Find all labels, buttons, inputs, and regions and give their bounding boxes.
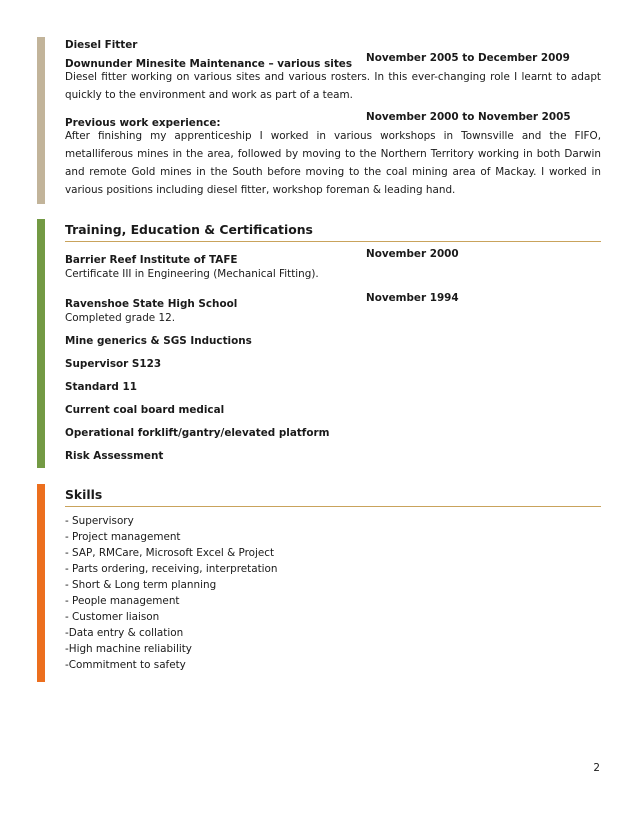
skill-item: -High machine reliability — [65, 643, 192, 655]
skill-item: - Supervisory — [65, 515, 134, 527]
school-date: November 1994 — [366, 292, 459, 304]
employer-description: Diesel fitter working on various sites and various rosters. In this ever-changing role I learnt to adapt quickly to the environment and work as part of a team. — [65, 71, 601, 101]
training-section — [65, 222, 601, 473]
role-title: Diesel Fitter — [65, 39, 138, 51]
certification-item: Supervisor S123 — [65, 358, 162, 370]
skills-heading-rule — [65, 506, 601, 507]
skills-heading: Skills — [65, 487, 103, 502]
tafe-row — [65, 248, 601, 266]
school-row — [65, 292, 601, 310]
certification-item: Standard 11 — [65, 381, 137, 393]
skills-section — [65, 487, 601, 673]
skill-item: - Parts ordering, receiving, interpretation — [65, 563, 278, 575]
skill-item: -Data entry & collation — [65, 627, 184, 639]
previous-experience-description: After finishing my apprenticeship I worked in various workshops in Townsville and the FIFO, metalliferous mines in the area, followed by moving to the Northern Territory working in both Darwin and remote Gold mines in the South before moving to the coal mining area of Mackay. I worked in various positions including diesel fitter, workshop foreman & leading hand. — [65, 130, 601, 196]
certification-item: Operational forklift/gantry/elevated platform — [65, 427, 330, 439]
page-number: 2 — [593, 762, 600, 774]
skill-item: - People management — [65, 595, 180, 607]
employer-row — [65, 52, 601, 70]
school-name: Ravenshoe State High School — [65, 298, 238, 310]
certifications-list — [65, 335, 601, 473]
certification-item: Risk Assessment — [65, 450, 164, 462]
employer-name: Downunder Minesite Maintenance – various sites — [65, 58, 353, 70]
skill-item: - Customer liaison — [65, 611, 160, 623]
skills-list — [65, 513, 601, 673]
skills-section-bar — [37, 484, 45, 682]
tafe-date: November 2000 — [366, 248, 459, 260]
skill-item: - Short & Long term planning — [65, 579, 217, 591]
training-heading: Training, Education & Certifications — [65, 222, 313, 237]
experience-section-bar — [37, 37, 45, 204]
previous-experience-label: Previous work experience: — [65, 117, 221, 129]
certification-item: Current coal board medical — [65, 404, 225, 416]
tafe-detail: Certificate III in Engineering (Mechanical Fitting). — [65, 268, 319, 280]
training-section-bar — [37, 219, 45, 468]
training-heading-rule — [65, 241, 601, 242]
tafe-name: Barrier Reef Institute of TAFE — [65, 254, 238, 266]
school-detail: Completed grade 12. — [65, 312, 176, 324]
previous-experience-dates: November 2000 to November 2005 — [366, 111, 571, 123]
employer-dates: November 2005 to December 2009 — [366, 52, 570, 64]
skill-item: -Commitment to safety — [65, 659, 186, 671]
certification-item: Mine generics & SGS Inductions — [65, 335, 252, 347]
skill-item: - Project management — [65, 531, 181, 543]
experience-section — [65, 38, 601, 199]
previous-experience-row — [65, 111, 601, 129]
skill-item: - SAP, RMCare, Microsoft Excel & Project — [65, 547, 275, 559]
